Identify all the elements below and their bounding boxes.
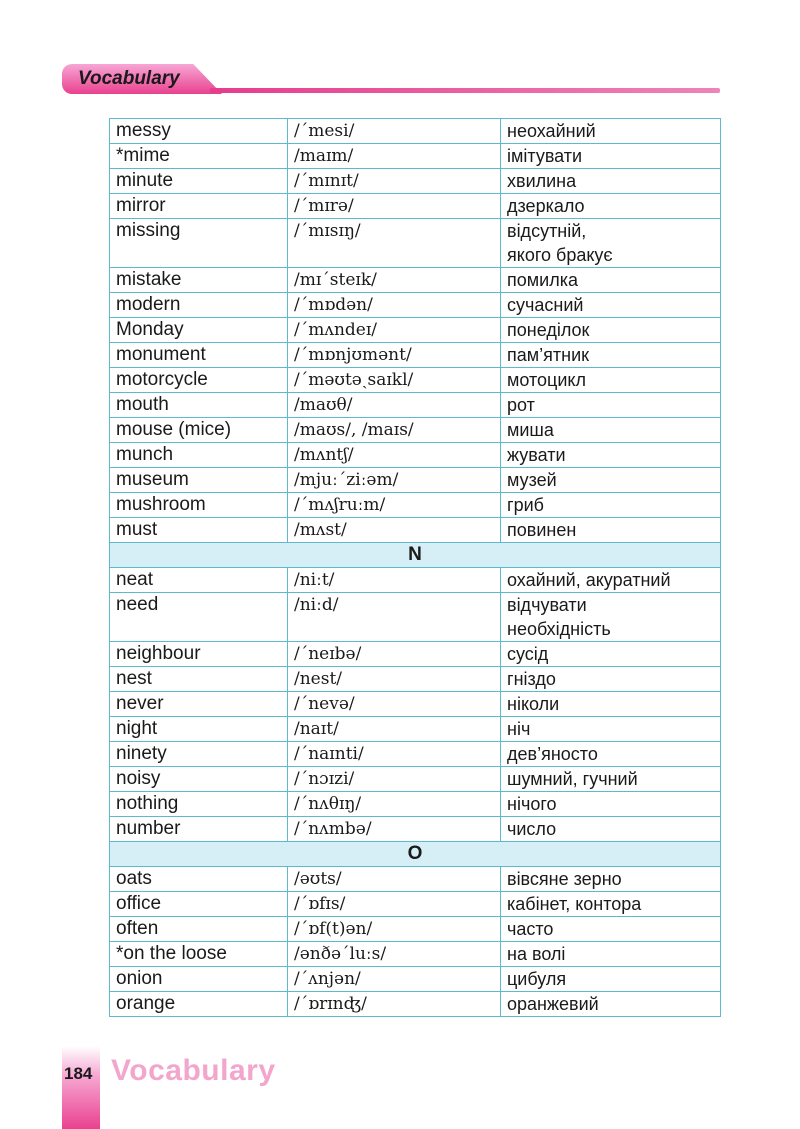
vocabulary-table-body [110, 119, 721, 1017]
english-word: neat [110, 568, 288, 593]
transcription: /ˊɒfɪs/ [288, 892, 501, 917]
english-word: mouse (mice) [110, 418, 288, 443]
translation-line: понеділок [507, 320, 590, 340]
translation-line: сусід [507, 644, 549, 664]
english-word: museum [110, 468, 288, 493]
table-row [110, 418, 721, 443]
transcription: /əʊts/ [288, 867, 501, 892]
ukrainian-translation [501, 169, 721, 194]
translation-line: дев’яносто [507, 744, 598, 764]
english-word: need [110, 593, 288, 642]
table-row [110, 318, 721, 343]
table-row [110, 742, 721, 767]
transcription: /ˊmesi/ [288, 119, 501, 144]
ukrainian-translation [501, 892, 721, 917]
english-word: nest [110, 667, 288, 692]
ukrainian-translation [501, 268, 721, 293]
transcription: /ˊnʌθɪŋ/ [288, 792, 501, 817]
table-row [110, 493, 721, 518]
transcription: /ˊmɪsɪŋ/ [288, 219, 501, 268]
english-word: neighbour [110, 642, 288, 667]
table-row [110, 119, 721, 144]
translation-line: помилка [507, 270, 578, 290]
transcription: /ˊnevə/ [288, 692, 501, 717]
ukrainian-translation [501, 942, 721, 967]
ukrainian-translation [501, 343, 721, 368]
translation-line: гриб [507, 495, 544, 515]
translation-line: пам’ятник [507, 345, 589, 365]
english-word: Monday [110, 318, 288, 343]
transcription: /ˊnʌmbə/ [288, 817, 501, 842]
transcription: /ˊmɪrə/ [288, 194, 501, 219]
english-word: orange [110, 992, 288, 1017]
translation-line: ніколи [507, 694, 560, 714]
table-row [110, 219, 721, 268]
transcription: /maʊθ/ [288, 393, 501, 418]
table-row [110, 343, 721, 368]
ukrainian-translation [501, 992, 721, 1017]
english-word: office [110, 892, 288, 917]
translation-line: часто [507, 919, 554, 939]
english-word: night [110, 717, 288, 742]
transcription: /mʌst/ [288, 518, 501, 543]
transcription: /ˊmɪnɪt/ [288, 169, 501, 194]
translation-line: гніздо [507, 669, 556, 689]
table-row [110, 568, 721, 593]
english-word: oats [110, 867, 288, 892]
transcription: /niːd/ [288, 593, 501, 642]
transcription: /ənðəˊluːs/ [288, 942, 501, 967]
translation-line: жувати [507, 445, 566, 465]
ukrainian-translation [501, 967, 721, 992]
translation-line: музей [507, 470, 557, 490]
english-word: ninety [110, 742, 288, 767]
english-word: modern [110, 293, 288, 318]
english-word: monument [110, 343, 288, 368]
transcription: /maʊs/, /maɪs/ [288, 418, 501, 443]
translation-line: мотоцикл [507, 370, 586, 390]
table-row [110, 393, 721, 418]
ukrainian-translation [501, 917, 721, 942]
table-row [110, 518, 721, 543]
english-word: never [110, 692, 288, 717]
header-rule [210, 88, 720, 93]
page-number-bar [62, 1046, 100, 1129]
translation-line: якого бракує [507, 245, 613, 265]
translation-line: на волі [507, 944, 566, 964]
english-word: mouth [110, 393, 288, 418]
ukrainian-translation [501, 119, 721, 144]
table-row [110, 667, 721, 692]
english-word: messy [110, 119, 288, 144]
ukrainian-translation [501, 667, 721, 692]
translation-line: хвилина [507, 171, 577, 191]
english-word: *on the loose [110, 942, 288, 967]
transcription: /ˊnɔɪzi/ [288, 767, 501, 792]
ukrainian-translation [501, 293, 721, 318]
ukrainian-translation [501, 194, 721, 219]
table-row [110, 268, 721, 293]
translation-line: ніч [507, 719, 531, 739]
table-row [110, 293, 721, 318]
ukrainian-translation [501, 518, 721, 543]
ukrainian-translation [501, 867, 721, 892]
ukrainian-translation [501, 219, 721, 268]
letter-heading: N [110, 543, 721, 568]
english-word: must [110, 518, 288, 543]
english-word: motorcycle [110, 368, 288, 393]
translation-line: вівсяне зерно [507, 869, 622, 889]
table-row [110, 169, 721, 194]
english-word: mushroom [110, 493, 288, 518]
translation-line: відсутній, [507, 221, 587, 241]
ukrainian-translation [501, 717, 721, 742]
translation-line: повинен [507, 520, 577, 540]
transcription: /mjuːˊziːəm/ [288, 468, 501, 493]
table-row [110, 917, 721, 942]
transcription: /maɪm/ [288, 144, 501, 169]
translation-line: рот [507, 395, 535, 415]
table-row [110, 867, 721, 892]
page-number: 184 [64, 1064, 93, 1083]
english-word: *mime [110, 144, 288, 169]
transcription: /mɪˊsteɪk/ [288, 268, 501, 293]
ukrainian-translation [501, 468, 721, 493]
translation-line: кабінет, контора [507, 894, 642, 914]
english-word: mirror [110, 194, 288, 219]
table-row [110, 967, 721, 992]
transcription: /ˊɒf(t)ən/ [288, 917, 501, 942]
vocabulary-table [109, 118, 721, 1017]
transcription: /ˊmʌʃruːm/ [288, 493, 501, 518]
transcription: /ˊneɪbə/ [288, 642, 501, 667]
ukrainian-translation [501, 692, 721, 717]
footer-title: Vocabulary [111, 1054, 276, 1087]
ukrainian-translation [501, 443, 721, 468]
header-title: Vocabulary [78, 68, 180, 89]
table-row [110, 692, 721, 717]
transcription: /ˊmʌndeɪ/ [288, 318, 501, 343]
transcription: /ˊməʊtəˏsaɪkl/ [288, 368, 501, 393]
transcription: /nest/ [288, 667, 501, 692]
ukrainian-translation [501, 418, 721, 443]
table-row [110, 194, 721, 219]
ukrainian-translation [501, 593, 721, 642]
translation-line: відчувати [507, 595, 587, 615]
translation-line: неохайний [507, 121, 596, 141]
translation-line: охайний, акуратний [507, 570, 671, 590]
ukrainian-translation [501, 493, 721, 518]
translation-line: нічого [507, 794, 557, 814]
ukrainian-translation [501, 642, 721, 667]
translation-line: імітувати [507, 146, 583, 166]
table-row [110, 892, 721, 917]
table-row [110, 792, 721, 817]
translation-line: сучасний [507, 295, 584, 315]
table-row [110, 443, 721, 468]
ukrainian-translation [501, 817, 721, 842]
translation-line: дзеркало [507, 196, 585, 216]
english-word: munch [110, 443, 288, 468]
transcription: /ˊɒrɪnʤ/ [288, 992, 501, 1017]
table-row [110, 817, 721, 842]
ukrainian-translation [501, 742, 721, 767]
translation-line: число [507, 819, 557, 839]
transcription: /mʌntʃ/ [288, 443, 501, 468]
transcription: /ˊʌnjən/ [288, 967, 501, 992]
translation-line: оранжевий [507, 994, 599, 1014]
ukrainian-translation [501, 767, 721, 792]
ukrainian-translation [501, 393, 721, 418]
translation-line: миша [507, 420, 554, 440]
transcription: /ˊmɒdən/ [288, 293, 501, 318]
english-word: number [110, 817, 288, 842]
transcription: /ˊmɒnjʊmənt/ [288, 343, 501, 368]
ukrainian-translation [501, 568, 721, 593]
ukrainian-translation [501, 368, 721, 393]
ukrainian-translation [501, 792, 721, 817]
table-row [110, 144, 721, 169]
letter-heading-row [110, 842, 721, 867]
english-word: minute [110, 169, 288, 194]
english-word: noisy [110, 767, 288, 792]
translation-line: цибуля [507, 969, 567, 989]
table-row [110, 717, 721, 742]
transcription: /niːt/ [288, 568, 501, 593]
ukrainian-translation [501, 144, 721, 169]
table-row [110, 593, 721, 642]
english-word: missing [110, 219, 288, 268]
letter-heading-row [110, 543, 721, 568]
transcription: /ˊnaɪnti/ [288, 742, 501, 767]
table-row [110, 468, 721, 493]
letter-heading: O [110, 842, 721, 867]
english-word: nothing [110, 792, 288, 817]
english-word: mistake [110, 268, 288, 293]
table-row [110, 992, 721, 1017]
english-word: often [110, 917, 288, 942]
english-word: onion [110, 967, 288, 992]
ukrainian-translation [501, 318, 721, 343]
table-row [110, 368, 721, 393]
transcription: /naɪt/ [288, 717, 501, 742]
translation-line: необхідність [507, 619, 611, 639]
table-row [110, 642, 721, 667]
table-row [110, 767, 721, 792]
table-row [110, 942, 721, 967]
translation-line: шумний, гучний [507, 769, 638, 789]
